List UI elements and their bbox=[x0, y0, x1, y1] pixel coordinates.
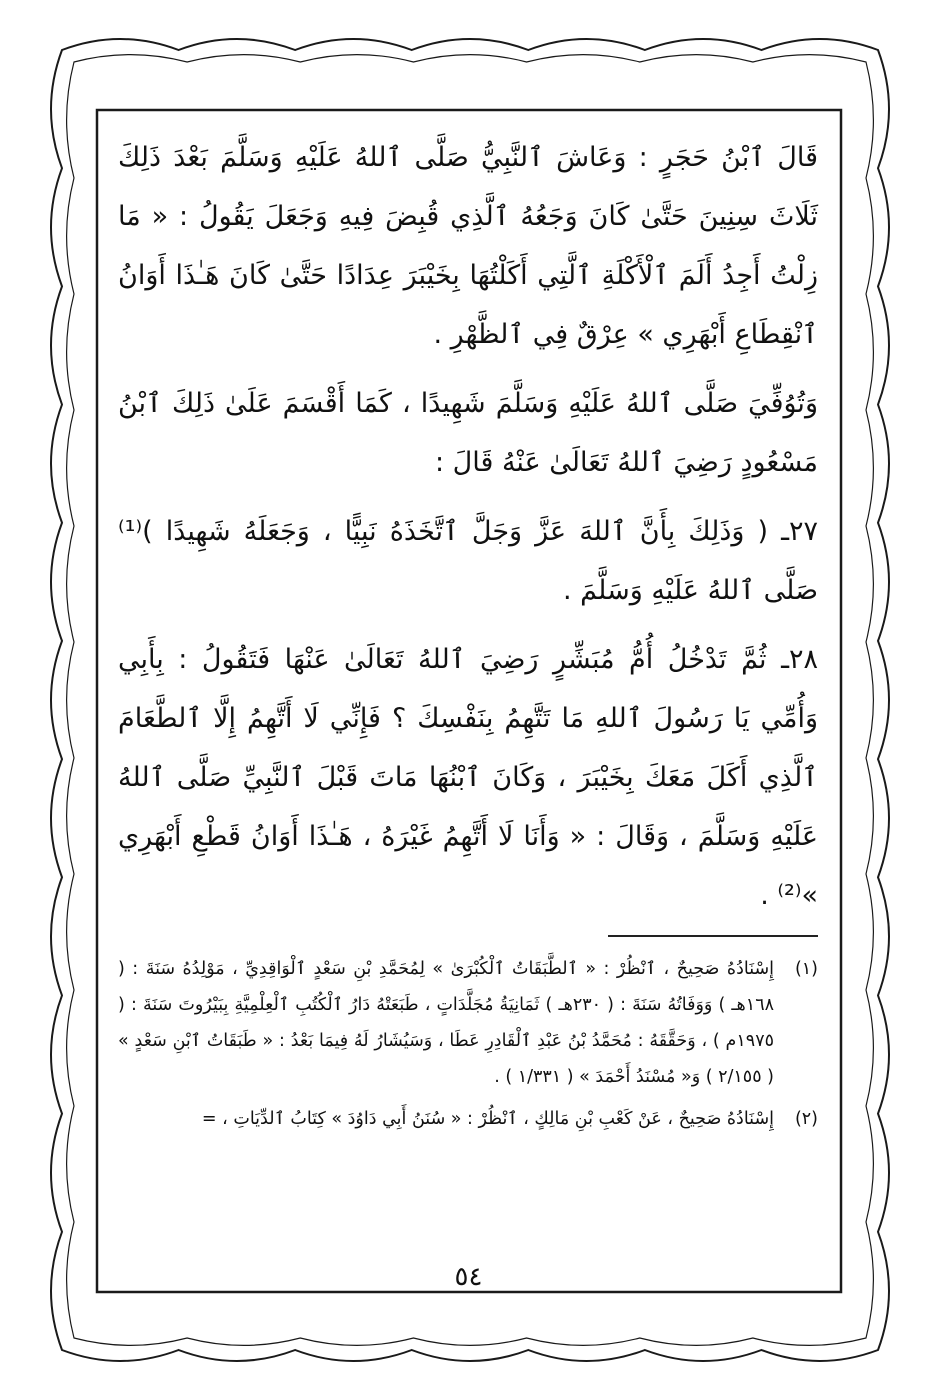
paragraph-27: ٢٧ـ ( وَذَلِكَ بِأَنَّ ٱللهَ عَزَّ وَجَلَّ ٱتَّخَذَهُ نَبِيًّا ، وَجَعَلَهُ شَهِيدًا )⁽¹⁾ صَلَّى ٱللهُ عَلَيْهِ وَسَلَّمَ . bbox=[118, 516, 818, 606]
footnote-separator bbox=[608, 935, 818, 937]
paragraph-28: ٢٨ـ ثُمَّ تَدْخُلُ أُمُّ مُبَشِّرٍ رَضِيَ ٱللهُ تَعَالَىٰ عَنْهَا فَتَقُولُ : بِأَبِي وَأُمِّي يَا رَسُولَ ٱللهِ مَا تَتَّهِمُ بِنَفْسِكَ ؟ فَإِنِّي لَا أَتَّهِمُ إِلَّا ٱلطَّعَامَ ٱلَّذِي أَكَلَ مَعَكَ بِخَيْبَرَ ، وَكَانَ ٱبْنُهَا مَاتَ قَبْلَ ٱلنَّبِيِّ صَلَّى ٱللهُ عَلَيْهِ وَسَلَّمَ ، وَقَالَ : « وَأَنَا لَا أَتَّهِمُ غَيْرَهُ ، هَـٰذَا أَوَانُ قَطْعِ أَبْهَرِي »⁽²⁾ . bbox=[118, 644, 818, 911]
page-number: ٥٤ bbox=[454, 1262, 483, 1292]
footnote-text: إِسْنَادُهُ صَحِيحٌ ، ٱنْظُرْ : « ٱلطَّبَقَاتُ ٱلْكُبْرَىٰ » لِمُحَمَّدِ بْنِ سَعْدٍ ٱلْوَاقِدِيِّ ، مَوْلِدُهُ سَنَةَ : ( ١٦٨هـ ) وَوَفَاتُهُ سَنَةَ : ( ٢٣٠هـ ) ثَمَانِيَةُ مُجَلَّدَاتٍ ، طَبَعَتْهُ دَارُ ٱلْكُتُبِ ٱلْعِلْمِيَّةِ بِبَيْرُوتَ سَنَةَ : ( ١٩٧٥م ) ، وَحَقَّقَهُ : مُحَمَّدُ بْنُ عَبْدِ ٱلْقَادِرِ عَطَا ، وَسَيُشَارُ لَهُ فِيمَا بَعْدُ : « طَبَقَاتُ ٱبْنِ سَعْدٍ » ( ٢/١٥٥ ) وَ« مُسْنَدُ أَحْمَدَ » ( ١/٣٣١ ) . bbox=[118, 959, 774, 1087]
main-text bbox=[118, 128, 818, 1143]
footnote-number: (١) bbox=[794, 959, 818, 979]
footnote-1 bbox=[118, 951, 818, 1095]
paragraph-ibn-hajar: قَالَ ٱبْنُ حَجَرٍ : وَعَاشَ ٱلنَّبِيُّ صَلَّى ٱللهُ عَلَيْهِ وَسَلَّمَ بَعْدَ ذَلِكَ ثَلَاثَ سِنِينَ حَتَّىٰ كَانَ وَجَعُهُ ٱلَّذِي قُبِضَ فِيهِ وَجَعَلَ يَقُولُ : « مَا زِلْتُ أَجِدُ أَلَمَ ٱلْأَكْلَةِ ٱلَّتِي أَكَلْتُهَا بِخَيْبَرَ عِدَادًا حَتَّىٰ كَانَ هَـٰذَا أَوَانُ ٱنْقِطَاعِ أَبْهَرِي » عِرْقٌ فِي ٱلظَّهْرِ . bbox=[118, 142, 818, 350]
paragraph-ibn-masud: وَتُوُفِّيَ صَلَّى ٱللهُ عَلَيْهِ وَسَلَّمَ شَهِيدًا ، كَمَا أَقْسَمَ عَلَىٰ ذَلِكَ ٱبْنُ مَسْعُودٍ رَضِيَ ٱللهُ تَعَالَىٰ عَنْهُ قَالَ : bbox=[118, 388, 818, 478]
footnote-text: إِسْنَادُهُ صَحِيحٌ ، عَنْ كَعْبِ بْنِ مَالِكٍ ، ٱنْظُرْ : « سُنَنُ أَبِي دَاوُدَ » كِتَابُ ٱلدِّيَاتِ ، = bbox=[201, 1109, 774, 1129]
footnote-number: (٢) bbox=[794, 1109, 818, 1129]
footnote-2 bbox=[118, 1101, 818, 1137]
